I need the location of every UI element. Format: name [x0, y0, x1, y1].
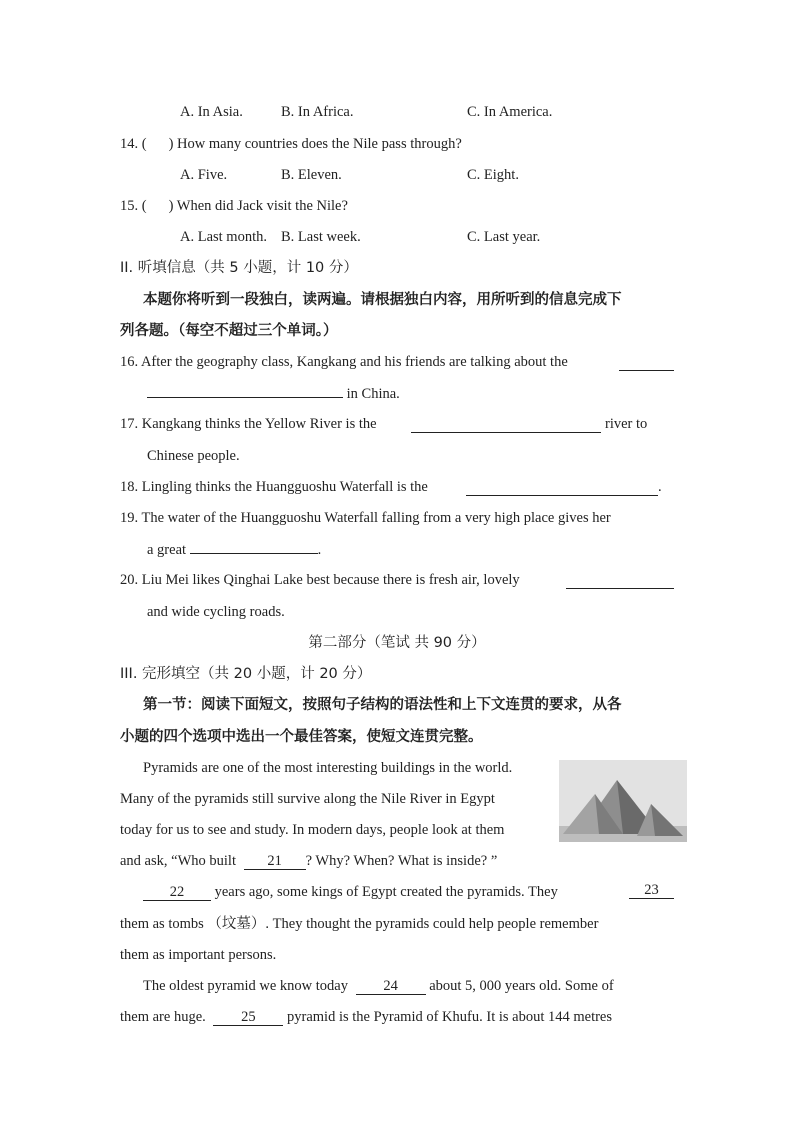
passage-p1-line1: Pyramids are one of the most interesting buildings in the world. [143, 760, 513, 776]
q15-text: ) When did Jack visit the Nile? [168, 198, 348, 214]
q16-text: 16. After the geography class, Kangkang and his friends are talking about the [120, 354, 568, 370]
q19-period: . [317, 542, 322, 558]
q16-text-end: in China. [346, 386, 400, 402]
q15-option-c: C. Last year. [467, 229, 541, 245]
q20-blank[interactable] [566, 574, 674, 589]
q20-line2: and wide cycling roads. [147, 604, 285, 620]
section2-instruction-line2: 列各题。（每空不超过三个单词。） [120, 323, 338, 339]
q19-line2 [147, 539, 321, 560]
q14-question [120, 134, 462, 154]
passage-p3-line1 [143, 976, 614, 996]
blank-25[interactable]: 25 [213, 1009, 283, 1026]
q15-option-b: B. Last week. [281, 229, 361, 245]
q15-number: 15. ( [120, 198, 147, 214]
passage-p2-line1 [143, 882, 558, 902]
q14-text: ) How many countries does the Nile pass through? [168, 136, 462, 152]
section3-heading: III. 完形填空（共 20 小题，计 20 分） [120, 666, 372, 682]
passage-p3-line2 [120, 1007, 612, 1027]
q17-line1 [120, 414, 377, 434]
part2-heading: 第二部分（笔试 共 90 分） [308, 635, 486, 651]
q14-option-b: B. Eleven. [281, 167, 342, 183]
pyramids-image [559, 760, 687, 842]
blank-22[interactable]: 22 [143, 884, 211, 901]
q17-line2: Chinese people. [147, 448, 240, 464]
blank-23[interactable]: 23 [629, 882, 674, 899]
section2-instruction-line1: 本题你将听到一段独白，读两遍。请根据独白内容，用所听到的信息完成下 [143, 292, 622, 308]
q13-option-c: C. In America. [467, 104, 553, 120]
q19-blank[interactable] [190, 539, 318, 554]
q16-line1 [120, 352, 568, 372]
passage-p1-line4-end: ? Why? When? What is inside? ” [305, 853, 498, 869]
q17-blank[interactable] [411, 418, 601, 433]
q14-option-a: A. Five. [180, 167, 228, 183]
passage-p1-line4 [120, 851, 497, 871]
q18-line1: 18. Lingling thinks the Huangguoshu Waterfall is the [120, 479, 428, 495]
q16-line2 [147, 383, 400, 404]
passage-p3-line2-text: them are huge. [120, 1009, 206, 1025]
q16-blank-b[interactable] [147, 383, 343, 398]
q19-line1: 19. The water of the Huangguoshu Waterfall falling from a very high place gives her [120, 510, 611, 526]
section3-instruction-line2: 小题的四个选项中选出一个最佳答案，使短文连贯完整。 [120, 729, 483, 745]
section3-instruction-line1: 第一节：阅读下面短文，按照句子结构的语法性和上下文连贯的要求，从各 [143, 697, 622, 713]
passage-p3-line1-text: The oldest pyramid we know today [143, 978, 348, 994]
q19-text: a great [147, 542, 187, 558]
passage-p3-line2-end: pyramid is the Pyramid of Khufu. It is about 144 metres [287, 1009, 613, 1025]
section2-heading: II. 听填信息（共 5 小题，计 10 分） [120, 260, 358, 276]
passage-p2-line1-text: years ago, some kings of Egypt created the pyramids. They [214, 884, 558, 900]
q13-option-b: B. In Africa. [281, 104, 354, 120]
passage-p2-line2: them as tombs （坟墓）. They thought the pyramids could help people remember [120, 916, 599, 932]
q15-option-a: A. Last month. [180, 229, 267, 245]
q18-blank[interactable] [466, 481, 658, 496]
q14-number: 14. ( [120, 136, 147, 152]
passage-p1-line4-text: and ask, “Who built [120, 853, 236, 869]
q16-blank-a[interactable] [619, 356, 674, 371]
passage-p3-line1-end: about 5, 000 years old. Some of [429, 978, 614, 994]
q18-period: . [658, 479, 662, 495]
blank-24[interactable]: 24 [356, 978, 426, 995]
passage-p2-line3: them as important persons. [120, 947, 277, 963]
q15-question [120, 196, 348, 216]
q13-option-a: A. In Asia. [180, 104, 243, 120]
passage-p1-line3: today for us to see and study. In modern days, people look at them [120, 822, 505, 838]
blank-21[interactable]: 21 [244, 853, 306, 870]
q20-line1: 20. Liu Mei likes Qinghai Lake best because there is fresh air, lovely [120, 572, 520, 588]
q14-option-c: C. Eight. [467, 167, 519, 183]
q17-text: 17. Kangkang thinks the Yellow River is the [120, 416, 377, 432]
passage-p1-line2: Many of the pyramids still survive along the Nile River in Egypt [120, 791, 495, 807]
q17-text-after: river to [605, 416, 648, 432]
